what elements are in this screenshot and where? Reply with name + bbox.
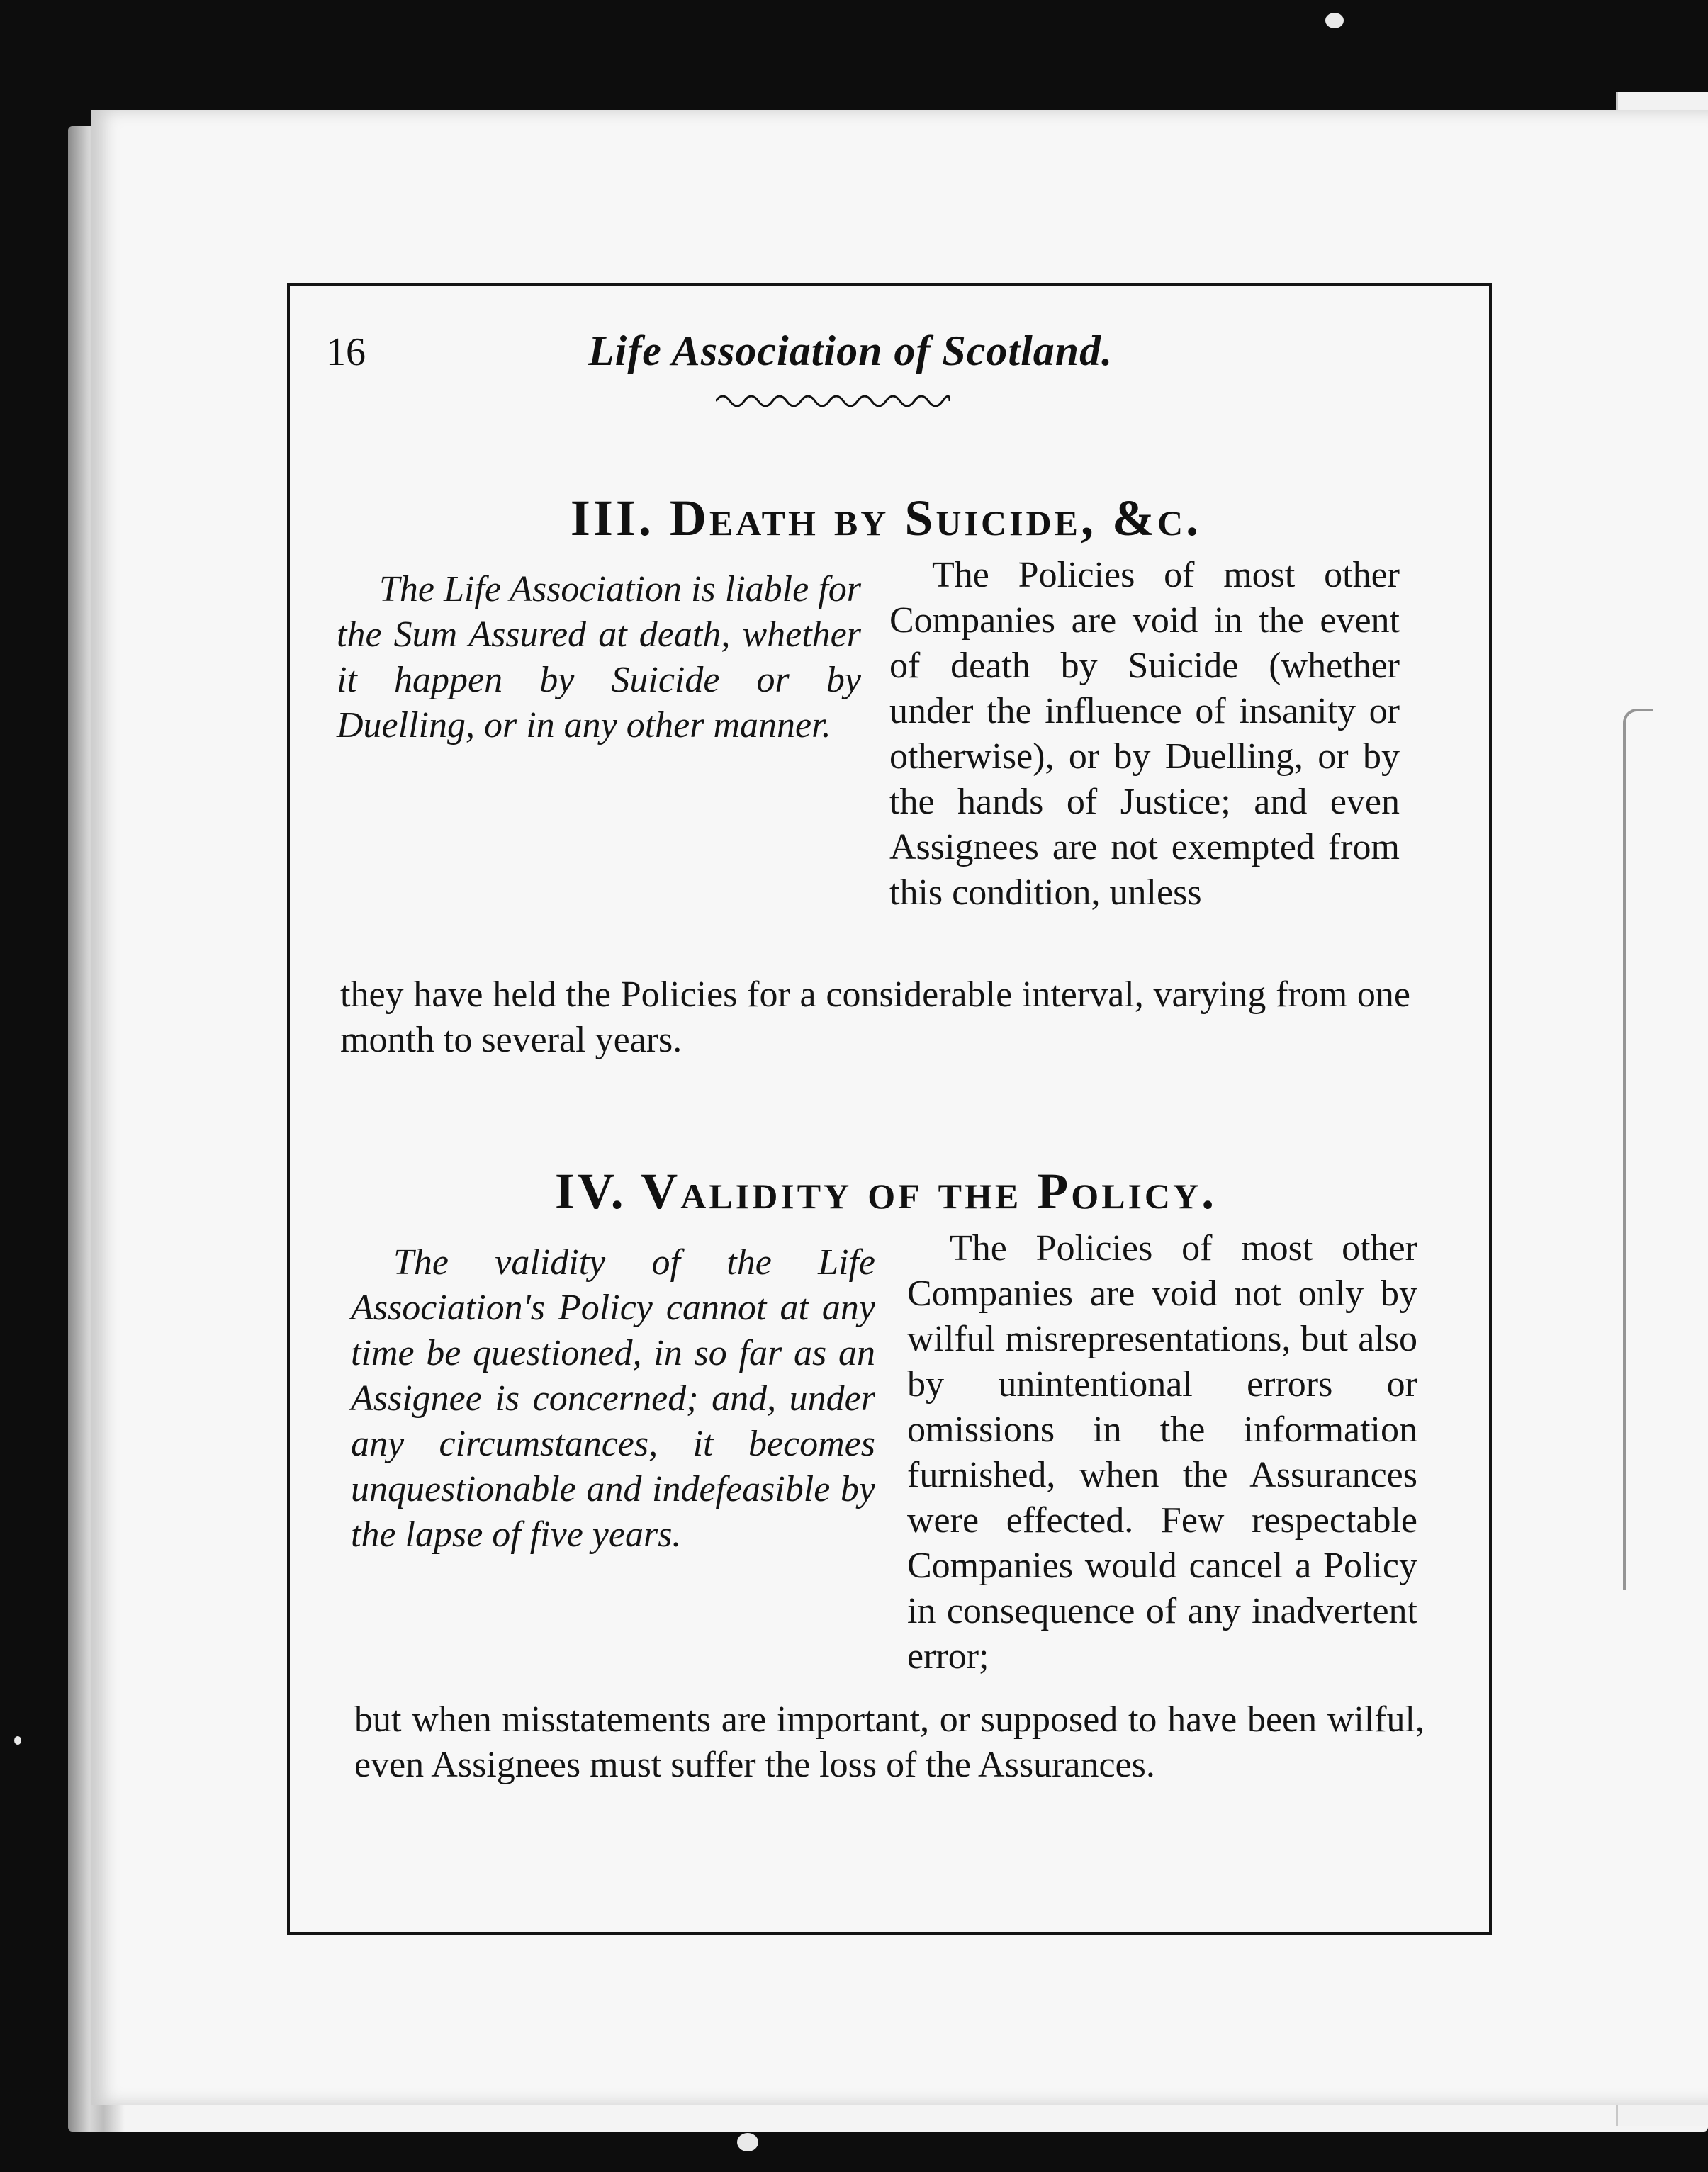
dust-speck — [1325, 13, 1344, 28]
dust-speck — [14, 1736, 21, 1745]
section-3-continuation: they have held the Policies for a considerable interval, varying from one month to several years. — [340, 974, 1410, 1060]
page-fold — [1623, 709, 1653, 1590]
running-head — [326, 327, 1439, 379]
dust-speck — [737, 2133, 758, 2151]
section-3-left-text: The Life Association is liable for the Sum Assured at death, whether it happen by Suicide or by Duelling, or in any other manner. — [337, 569, 861, 745]
running-title: Life Association of Scotland. — [588, 327, 1113, 374]
section-4-right-text: The Policies of most other Companies are void not only by wilful misrepresentations, but also by unintentional errors or omissions in the information furnished, when the Assurances were effected. Few respectable Companies would cancel a Policy in consequence of any inadvertent error; — [907, 1228, 1417, 1677]
section-3-right-text: The Policies of most other Companies are void in the event of death by Suicide (whether under the influence of insanity or otherwise), or by Duelling, or by the hands of Justice; and even Assignees are not exempted from this condition, unless — [889, 555, 1400, 913]
section-3-heading: III. Death by Suicide, &c. — [570, 490, 1202, 546]
page-number: 16 — [326, 330, 366, 374]
section-4-continuation: but when misstatements are important, or supposed to have been wilful, even Assignees must suffer the loss of the Assurances. — [354, 1699, 1425, 1785]
section-4-left-text: The validity of the Life Association's Policy cannot at any time be questioned, in so far as an Assignee is concerned; and, under any circumstances, it becomes unquestionable and indefeasible by the lapse of five years. — [351, 1242, 875, 1555]
wave-ornament — [716, 388, 950, 410]
section-4-heading: IV. Validity of the Policy. — [554, 1163, 1218, 1220]
